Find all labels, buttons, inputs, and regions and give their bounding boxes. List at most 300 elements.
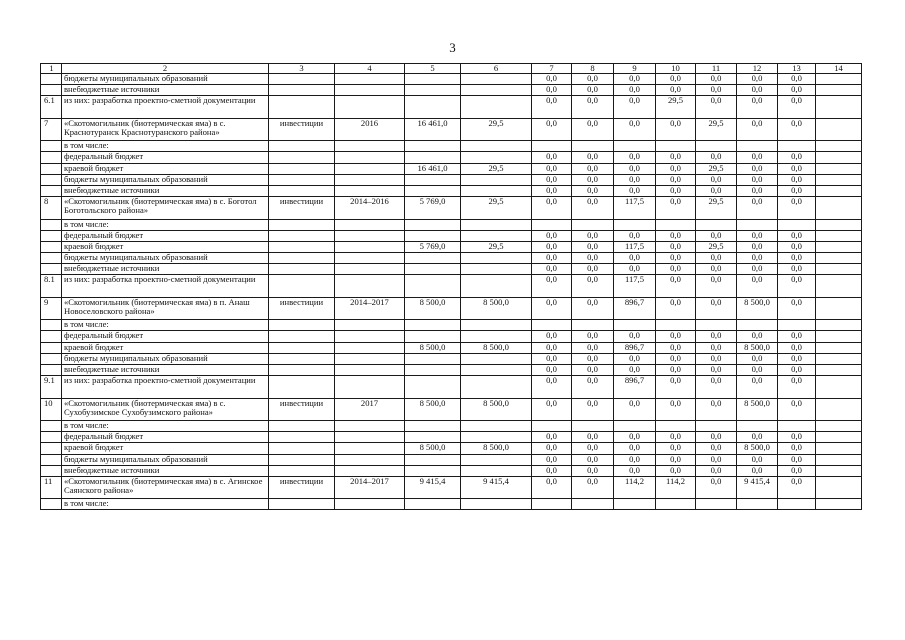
table-row [41,174,862,185]
value-cell-col-11: 0,0 [696,74,737,85]
years-cell: 2014–2017 [335,297,405,319]
value-cell-col-13: 0,0 [778,297,816,319]
value-cell-col-12: 8 500,0 [737,342,778,353]
value-cell-col-8: 0,0 [572,432,614,443]
value-cell-col-10: 0,0 [656,297,696,319]
value-cell-col-9 [614,320,656,331]
value-cell-col-10: 0,0 [656,398,696,420]
value-cell-col-7: 0,0 [532,275,572,297]
row-number-cell [41,331,62,342]
years-cell [335,264,405,275]
value-cell-col-8: 0,0 [572,297,614,319]
type-cell [269,219,335,230]
value-cell-col-7: 0,0 [532,241,572,252]
value-cell-col-9: 0,0 [614,118,656,140]
value-cell-col-14 [816,476,862,498]
value-cell-col-5 [405,331,461,342]
value-cell-col-8: 0,0 [572,443,614,454]
type-cell [269,96,335,118]
table-row [41,253,862,264]
row-number-cell [41,499,62,510]
table-row [41,320,862,331]
value-cell-col-12: 9 415,4 [737,476,778,498]
value-cell-col-9: 0,0 [614,398,656,420]
item-name-cell: внебюджетные источники [62,85,269,96]
value-cell-col-12: 8 500,0 [737,443,778,454]
value-cell-col-13: 0,0 [778,353,816,364]
type-cell [269,230,335,241]
value-cell-col-10: 0,0 [656,253,696,264]
row-number-cell [41,353,62,364]
value-cell-col-11: 0,0 [696,275,737,297]
value-cell-col-6 [461,219,532,230]
table-row [41,163,862,174]
value-cell-col-9: 117,5 [614,197,656,219]
value-cell-col-14 [816,118,862,140]
item-name-cell: федеральный бюджет [62,230,269,241]
value-cell-col-9: 0,0 [614,465,656,476]
item-name-cell: краевой бюджет [62,163,269,174]
item-name-cell: «Скотомогильник (биотермическая яма) в с. Сухобузимское Сухобузимского района» [62,398,269,420]
type-cell [269,85,335,96]
type-cell [269,74,335,85]
value-cell-col-12: 0,0 [737,74,778,85]
value-cell-col-11: 0,0 [696,342,737,353]
table-row [41,197,862,219]
value-cell-col-13: 0,0 [778,230,816,241]
value-cell-col-9: 0,0 [614,443,656,454]
value-cell-col-6 [461,253,532,264]
table-row [41,264,862,275]
value-cell-col-7: 0,0 [532,197,572,219]
value-cell-col-5: 5 769,0 [405,197,461,219]
value-cell-col-12: 0,0 [737,163,778,174]
value-cell-col-6: 8 500,0 [461,342,532,353]
value-cell-col-9: 0,0 [614,152,656,163]
item-name-cell: внебюджетные источники [62,185,269,196]
row-number-cell [41,264,62,275]
item-name-cell: федеральный бюджет [62,152,269,163]
table-row [41,275,862,297]
value-cell-col-5 [405,85,461,96]
table-row [41,398,862,420]
value-cell-col-9: 0,0 [614,264,656,275]
value-cell-col-11 [696,320,737,331]
value-cell-col-9: 0,0 [614,185,656,196]
item-name-cell: бюджеты муниципальных образований [62,74,269,85]
value-cell-col-5 [405,432,461,443]
value-cell-col-9 [614,219,656,230]
type-cell: инвестиции [269,398,335,420]
value-cell-col-10: 0,0 [656,85,696,96]
value-cell-col-11: 0,0 [696,398,737,420]
value-cell-col-12: 0,0 [737,264,778,275]
row-number-cell: 9.1 [41,376,62,398]
value-cell-col-9: 896,7 [614,297,656,319]
value-cell-col-5 [405,465,461,476]
value-cell-col-12 [737,320,778,331]
value-cell-col-12: 0,0 [737,454,778,465]
value-cell-col-9: 0,0 [614,230,656,241]
value-cell-col-13: 0,0 [778,476,816,498]
years-cell [335,454,405,465]
header-cell-5: 5 [405,64,461,74]
value-cell-col-9: 0,0 [614,85,656,96]
years-cell [335,342,405,353]
value-cell-col-14 [816,141,862,152]
budget-table [40,63,862,510]
header-cell-6: 6 [461,64,532,74]
value-cell-col-10 [656,141,696,152]
header-cell-14: 14 [816,64,862,74]
value-cell-col-11: 0,0 [696,353,737,364]
value-cell-col-10: 0,0 [656,342,696,353]
value-cell-col-14 [816,499,862,510]
value-cell-col-6 [461,454,532,465]
value-cell-col-5: 8 500,0 [405,443,461,454]
item-name-cell: внебюджетные источники [62,364,269,375]
item-name-cell: «Скотомогильник (биотермическая яма) в п. Анаш Новоселовского района» [62,297,269,319]
row-number-cell [41,185,62,196]
row-number-cell: 9 [41,297,62,319]
value-cell-col-5: 8 500,0 [405,297,461,319]
value-cell-col-12: 0,0 [737,241,778,252]
item-name-cell: федеральный бюджет [62,432,269,443]
table-row [41,230,862,241]
value-cell-col-14 [816,85,862,96]
years-cell [335,141,405,152]
value-cell-col-8: 0,0 [572,264,614,275]
value-cell-col-13: 0,0 [778,253,816,264]
table-row [41,152,862,163]
value-cell-col-6 [461,264,532,275]
value-cell-col-14 [816,454,862,465]
years-cell [335,185,405,196]
type-cell [269,320,335,331]
row-number-cell [41,465,62,476]
value-cell-col-12: 0,0 [737,331,778,342]
table-row [41,499,862,510]
type-cell [269,443,335,454]
type-cell [269,342,335,353]
years-cell [335,253,405,264]
value-cell-col-11: 0,0 [696,376,737,398]
row-number-cell [41,454,62,465]
value-cell-col-5 [405,364,461,375]
value-cell-col-9: 0,0 [614,432,656,443]
value-cell-col-7: 0,0 [532,152,572,163]
value-cell-col-13: 0,0 [778,241,816,252]
item-name-cell: бюджеты муниципальных образований [62,353,269,364]
value-cell-col-11: 0,0 [696,476,737,498]
row-number-cell: 8.1 [41,275,62,297]
row-number-cell: 6.1 [41,96,62,118]
value-cell-col-12: 0,0 [737,118,778,140]
value-cell-col-13: 0,0 [778,74,816,85]
years-cell [335,320,405,331]
value-cell-col-12 [737,141,778,152]
value-cell-col-14 [816,364,862,375]
value-cell-col-12: 0,0 [737,185,778,196]
type-cell [269,163,335,174]
row-number-cell: 8 [41,197,62,219]
value-cell-col-7: 0,0 [532,376,572,398]
value-cell-col-12: 0,0 [737,432,778,443]
value-cell-col-14 [816,197,862,219]
value-cell-col-7: 0,0 [532,118,572,140]
years-cell [335,499,405,510]
header-cell-1: 1 [41,64,62,74]
value-cell-col-13: 0,0 [778,376,816,398]
value-cell-col-8 [572,141,614,152]
value-cell-col-9 [614,141,656,152]
value-cell-col-7: 0,0 [532,331,572,342]
row-number-cell [41,320,62,331]
table-row [41,141,862,152]
value-cell-col-11: 0,0 [696,85,737,96]
value-cell-col-14 [816,219,862,230]
type-cell [269,420,335,431]
value-cell-col-6: 8 500,0 [461,398,532,420]
value-cell-col-8 [572,420,614,431]
table-row [41,297,862,319]
value-cell-col-6 [461,499,532,510]
value-cell-col-9: 896,7 [614,342,656,353]
value-cell-col-8: 0,0 [572,230,614,241]
table-row [41,420,862,431]
type-cell [269,185,335,196]
value-cell-col-14 [816,230,862,241]
value-cell-col-7: 0,0 [532,264,572,275]
value-cell-col-7: 0,0 [532,364,572,375]
years-cell [335,376,405,398]
type-cell: инвестиции [269,297,335,319]
value-cell-col-12: 0,0 [737,230,778,241]
value-cell-col-10: 0,0 [656,264,696,275]
value-cell-col-8: 0,0 [572,376,614,398]
value-cell-col-6: 29,5 [461,118,532,140]
value-cell-col-14 [816,320,862,331]
type-cell [269,465,335,476]
value-cell-col-10: 0,0 [656,174,696,185]
item-name-cell: краевой бюджет [62,342,269,353]
table-row [41,74,862,85]
value-cell-col-12: 0,0 [737,275,778,297]
value-cell-col-12: 0,0 [737,96,778,118]
item-name-cell: «Скотомогильник (биотермическая яма) в с. Краснотуранск Краснотуранского района» [62,118,269,140]
value-cell-col-10: 0,0 [656,443,696,454]
value-cell-col-7: 0,0 [532,398,572,420]
years-cell: 2014–2017 [335,476,405,498]
row-number-cell: 11 [41,476,62,498]
value-cell-col-14 [816,253,862,264]
value-cell-col-6 [461,152,532,163]
value-cell-col-8: 0,0 [572,174,614,185]
value-cell-col-7: 0,0 [532,432,572,443]
value-cell-col-6: 29,5 [461,163,532,174]
header-row [41,64,862,74]
value-cell-col-14 [816,264,862,275]
value-cell-col-8 [572,499,614,510]
value-cell-col-13: 0,0 [778,174,816,185]
value-cell-col-12 [737,420,778,431]
value-cell-col-8 [572,320,614,331]
value-cell-col-14 [816,163,862,174]
type-cell [269,376,335,398]
table-body [41,64,862,510]
years-cell [335,241,405,252]
value-cell-col-13: 0,0 [778,197,816,219]
item-name-cell: из них: разработка проектно-сметной документации [62,96,269,118]
value-cell-col-14 [816,74,862,85]
value-cell-col-10: 0,0 [656,163,696,174]
type-cell [269,275,335,297]
years-cell [335,331,405,342]
value-cell-col-7: 0,0 [532,465,572,476]
row-number-cell [41,443,62,454]
item-name-cell: бюджеты муниципальных образований [62,454,269,465]
value-cell-col-13: 0,0 [778,163,816,174]
value-cell-col-10: 0,0 [656,230,696,241]
row-number-cell [41,241,62,252]
type-cell [269,152,335,163]
value-cell-col-7: 0,0 [532,476,572,498]
years-cell [335,174,405,185]
value-cell-col-5 [405,320,461,331]
value-cell-col-9: 0,0 [614,96,656,118]
value-cell-col-7 [532,499,572,510]
value-cell-col-12 [737,219,778,230]
value-cell-col-7: 0,0 [532,163,572,174]
value-cell-col-9: 0,0 [614,253,656,264]
value-cell-col-9 [614,420,656,431]
value-cell-col-13: 0,0 [778,454,816,465]
value-cell-col-8: 0,0 [572,476,614,498]
value-cell-col-6: 29,5 [461,241,532,252]
value-cell-col-11 [696,219,737,230]
table-row [41,342,862,353]
item-name-cell: краевой бюджет [62,443,269,454]
value-cell-col-10: 0,0 [656,376,696,398]
value-cell-col-7: 0,0 [532,174,572,185]
value-cell-col-14 [816,331,862,342]
value-cell-col-10: 0,0 [656,432,696,443]
value-cell-col-12: 0,0 [737,253,778,264]
item-name-cell: в том числе: [62,219,269,230]
value-cell-col-10 [656,499,696,510]
value-cell-col-12: 0,0 [737,85,778,96]
header-cell-10: 10 [656,64,696,74]
type-cell [269,432,335,443]
table-row [41,476,862,498]
years-cell: 2014–2016 [335,197,405,219]
years-cell [335,96,405,118]
value-cell-col-8: 0,0 [572,364,614,375]
years-cell [335,163,405,174]
header-cell-13: 13 [778,64,816,74]
years-cell [335,420,405,431]
value-cell-col-14 [816,353,862,364]
value-cell-col-14 [816,96,862,118]
row-number-cell [41,74,62,85]
value-cell-col-6: 8 500,0 [461,443,532,454]
value-cell-col-13: 0,0 [778,443,816,454]
value-cell-col-13: 0,0 [778,275,816,297]
value-cell-col-12: 0,0 [737,364,778,375]
value-cell-col-8: 0,0 [572,197,614,219]
header-cell-7: 7 [532,64,572,74]
value-cell-col-11 [696,141,737,152]
value-cell-col-5: 8 500,0 [405,398,461,420]
value-cell-col-6 [461,174,532,185]
row-number-cell: 7 [41,118,62,140]
value-cell-col-5: 5 769,0 [405,241,461,252]
value-cell-col-8: 0,0 [572,465,614,476]
row-number-cell [41,219,62,230]
value-cell-col-9: 117,5 [614,275,656,297]
item-name-cell: из них: разработка проектно-сметной документации [62,275,269,297]
value-cell-col-10: 29,5 [656,96,696,118]
page-number: 3 [449,40,456,55]
value-cell-col-12 [737,499,778,510]
value-cell-col-12: 0,0 [737,465,778,476]
value-cell-col-6 [461,185,532,196]
value-cell-col-14 [816,465,862,476]
value-cell-col-5 [405,141,461,152]
value-cell-col-11: 0,0 [696,185,737,196]
table-row [41,432,862,443]
item-name-cell: в том числе: [62,499,269,510]
value-cell-col-8: 0,0 [572,353,614,364]
value-cell-col-6 [461,432,532,443]
value-cell-col-8: 0,0 [572,152,614,163]
value-cell-col-8: 0,0 [572,454,614,465]
value-cell-col-7: 0,0 [532,454,572,465]
value-cell-col-5 [405,174,461,185]
value-cell-col-13: 0,0 [778,432,816,443]
value-cell-col-14 [816,241,862,252]
value-cell-col-8: 0,0 [572,96,614,118]
row-number-cell [41,230,62,241]
row-number-cell [41,342,62,353]
value-cell-col-13 [778,499,816,510]
value-cell-col-11: 29,5 [696,163,737,174]
years-cell: 2017 [335,398,405,420]
type-cell [269,331,335,342]
item-name-cell: бюджеты муниципальных образований [62,253,269,264]
type-cell [269,499,335,510]
years-cell [335,230,405,241]
table-row [41,443,862,454]
value-cell-col-13 [778,219,816,230]
value-cell-col-7: 0,0 [532,353,572,364]
item-name-cell: краевой бюджет [62,241,269,252]
value-cell-col-9: 0,0 [614,364,656,375]
years-cell [335,275,405,297]
value-cell-col-9: 896,7 [614,376,656,398]
value-cell-col-5 [405,454,461,465]
value-cell-col-11: 29,5 [696,118,737,140]
value-cell-col-9: 114,2 [614,476,656,498]
value-cell-col-5 [405,264,461,275]
value-cell-col-6 [461,420,532,431]
type-cell [269,264,335,275]
value-cell-col-8: 0,0 [572,185,614,196]
value-cell-col-10: 114,2 [656,476,696,498]
header-cell-3: 3 [269,64,335,74]
value-cell-col-13: 0,0 [778,398,816,420]
value-cell-col-11: 0,0 [696,454,737,465]
